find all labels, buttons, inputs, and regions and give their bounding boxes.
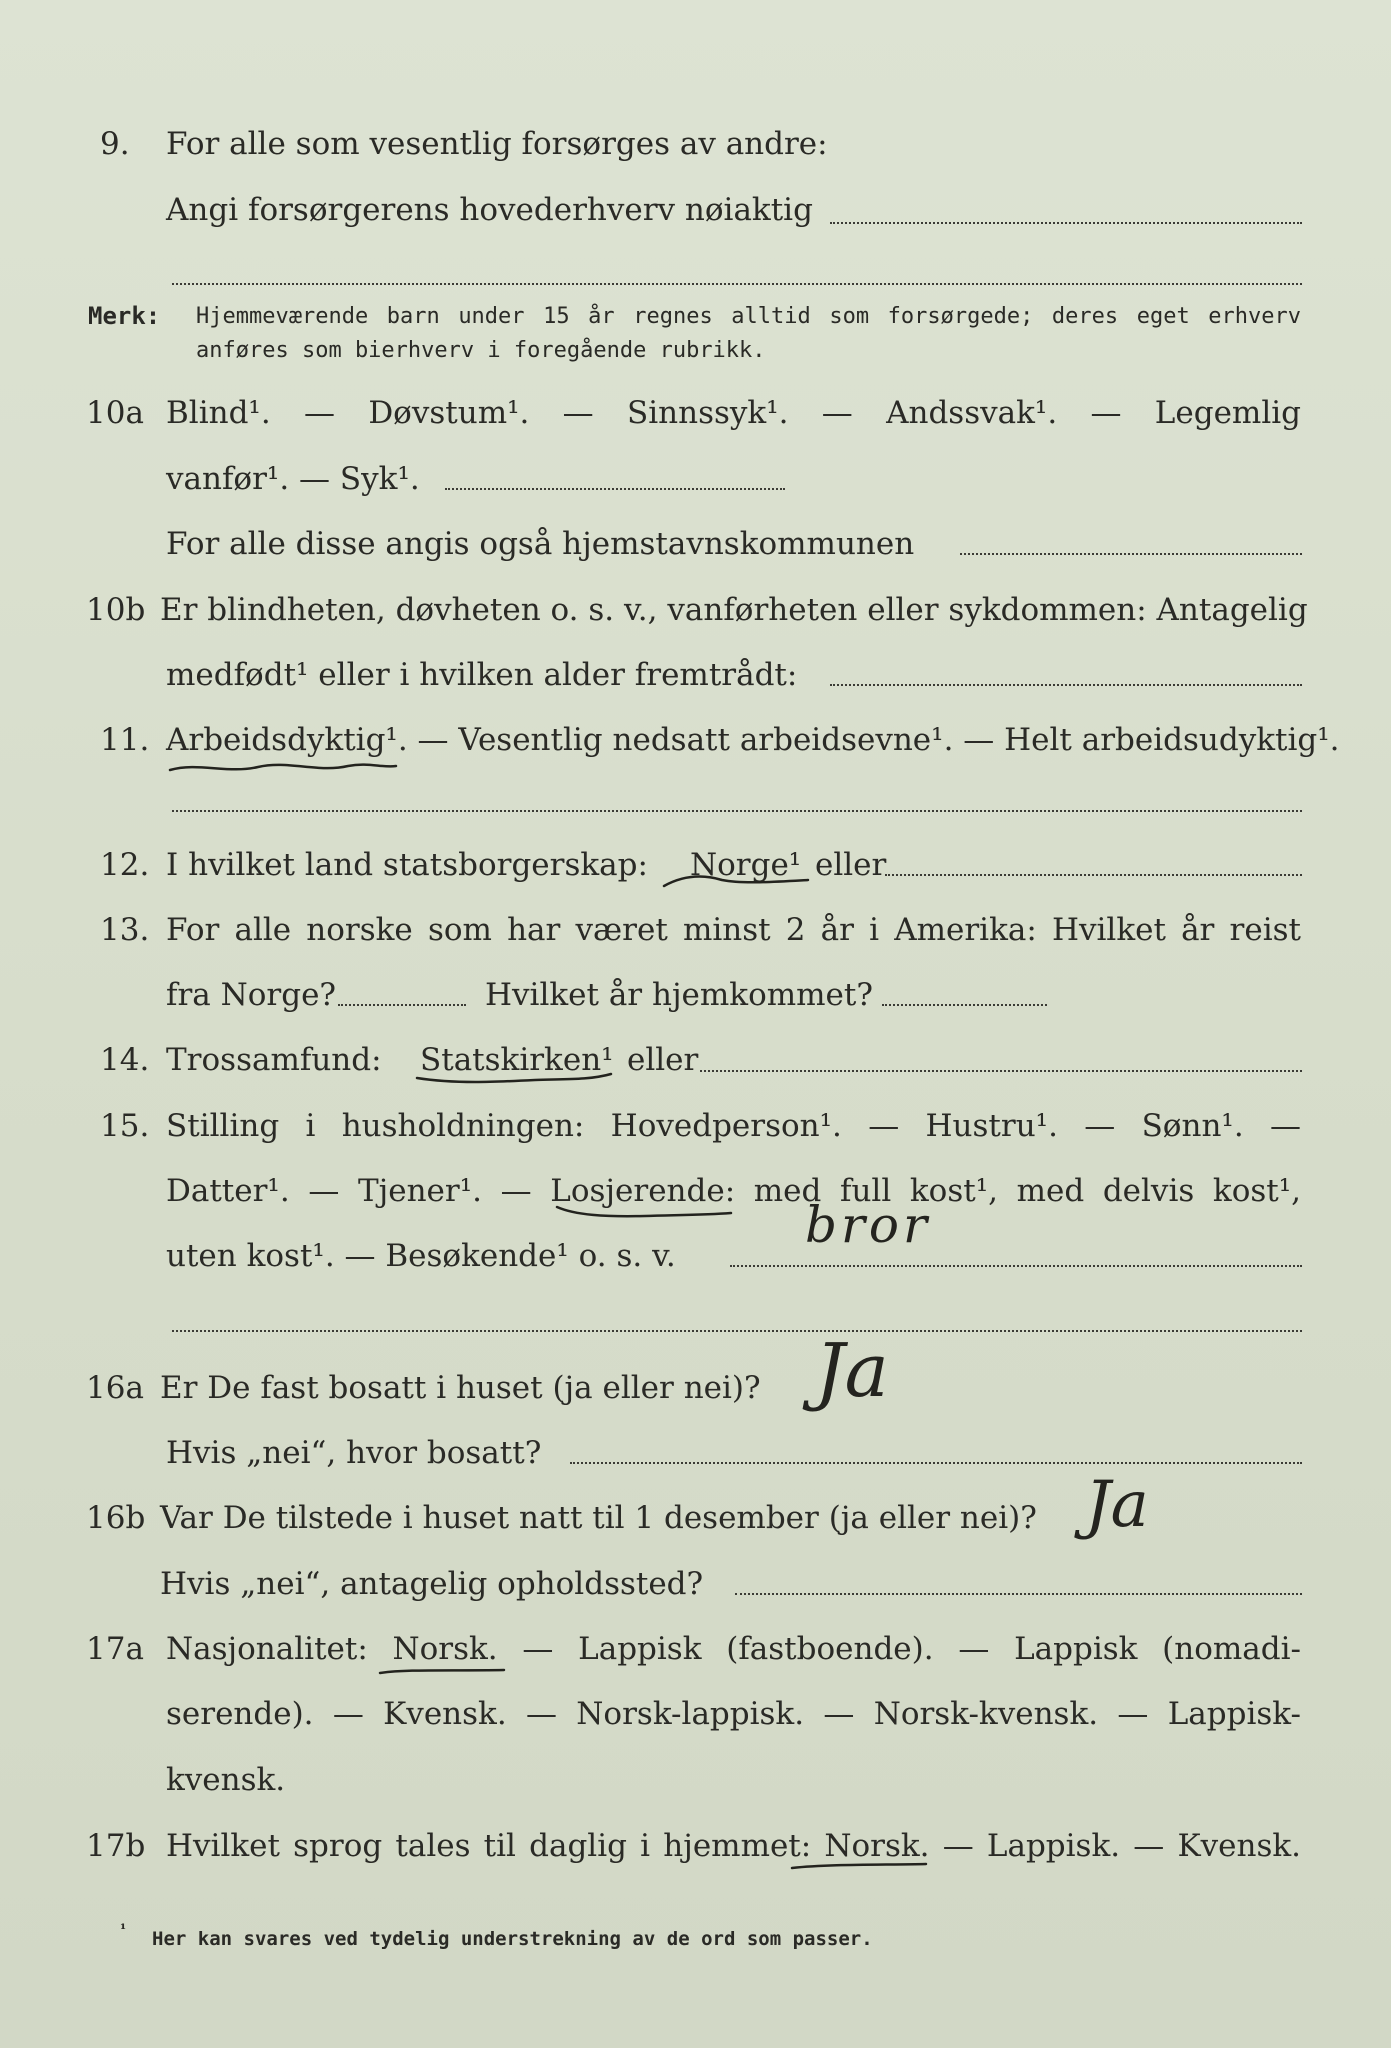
q14-option-statskirken: Statskirken¹: [420, 1042, 614, 1078]
q16b-handwritten-answer: Ja: [1085, 1468, 1149, 1542]
q10b-question-line1: Er blindheten, døvheten o. s. v., vanførheten eller sykdommen: Antagelig: [160, 592, 1308, 628]
q14-question-prefix: Trossamfund:: [166, 1042, 382, 1078]
q10a-hometown-field[interactable]: [960, 553, 1302, 555]
q14-answer-field[interactable]: [700, 1070, 1302, 1072]
q10a-question-line3: For alle disse angis også hjemstavnskommunen: [166, 526, 915, 562]
q10b-question-line2: medfødt¹ eller i hvilken alder fremtrådt:: [166, 657, 798, 693]
q16b-question-line1: Var De tilstede i huset natt til 1 desember (ja eller nei)?: [160, 1500, 1037, 1536]
q13-year-returned-field[interactable]: [882, 1004, 1047, 1006]
merk-label: Merk:: [88, 302, 161, 330]
q17a-question-line3: kvensk.: [166, 1762, 286, 1798]
q10a-question-line1: Blind¹. — Døvstum¹. — Sinnssyk¹. — Andssvak¹. — Legemlig: [166, 395, 1301, 431]
q17b-question-line1: Hvilket sprog tales til daglig i hjemmet: Norsk. — Lappisk. — Kvensk.: [166, 1828, 1301, 1864]
q16b-question-line2: Hvis „nei“, antagelig opholdssted?: [160, 1566, 704, 1602]
q9-question-line2: Angi forsørgerens hovederhverv nøiaktig: [166, 192, 813, 228]
q11-question-line1: Arbeidsdyktig¹. — Vesentlig nedsatt arbeidsevne¹. — Helt arbeidsudyktig¹.: [166, 722, 1340, 758]
q13-question-line1: For alle norske som har været minst 2 år i Amerika: Hvilket år reist: [166, 912, 1301, 948]
q10a-number: 10a: [86, 395, 144, 431]
q15-separator: [172, 1330, 1302, 1332]
q11-number: 11.: [100, 722, 150, 758]
q16a-question-line1: Er De fast bosatt i huset (ja eller nei)?: [160, 1370, 761, 1406]
q15-handwritten-answer: bror: [805, 1196, 931, 1254]
q11-answer-underline: [168, 758, 398, 778]
q17b-number: 17b: [86, 1828, 146, 1864]
merk-text-line1: Hjemmeværende barn under 15 år regnes alltid som forsørgede; deres eget erhverv: [196, 304, 1301, 329]
q16a-number: 16a: [86, 1370, 144, 1406]
q12-question-suffix: eller: [815, 847, 887, 883]
q12-option-norge: Norge¹: [690, 847, 802, 883]
q10a-question-line2: vanfør¹. — Syk¹.: [166, 461, 420, 497]
q12-answer-underline: [662, 870, 812, 892]
q13-question-part-b: Hvilket år hjemkommet?: [485, 977, 873, 1013]
q11-separator: [172, 810, 1302, 812]
q13-year-left-field[interactable]: [338, 1004, 466, 1006]
q16b-number: 16b: [86, 1500, 146, 1536]
q9-answer-field[interactable]: [830, 222, 1302, 224]
q17b-answer-underline: [790, 1860, 930, 1874]
q13-number: 13.: [100, 912, 150, 948]
q16b-whereabouts-field[interactable]: [735, 1593, 1302, 1595]
q9-number: 9.: [100, 126, 130, 162]
q15-number: 15.: [100, 1108, 150, 1144]
q17a-question-line2: serende). — Kvensk. — Norsk-lappisk. — Norsk-kvensk. — Lappisk-: [166, 1696, 1301, 1732]
q15-question-line2: Datter¹. — Tjener¹. — Losjerende: med full kost¹, med delvis kost¹,: [166, 1173, 1301, 1209]
merk-text-line2: anføres som bierhverv i foregående rubrikk.: [196, 338, 766, 363]
q15-answer-field[interactable]: [730, 1265, 1302, 1267]
q15-answer-underline: [555, 1203, 735, 1223]
q12-question-prefix: I hvilket land statsborgerskap:: [166, 847, 648, 883]
q17a-question-line1: Nasjonalitet: Norsk. — Lappisk (fastboende). — Lappisk (nomadi-: [166, 1631, 1301, 1667]
q10a-answer-field[interactable]: [445, 488, 785, 490]
q15-question-line1: Stilling i husholdningen: Hovedperson¹. — Hustru¹. — Sønn¹. —: [166, 1108, 1301, 1144]
q12-answer-field[interactable]: [885, 874, 1302, 876]
q13-question-part-a: fra Norge?: [166, 977, 337, 1013]
q10b-answer-field[interactable]: [830, 684, 1302, 686]
q17a-answer-underline: [378, 1665, 508, 1679]
q14-answer-underline: [415, 1068, 615, 1090]
q12-number: 12.: [100, 847, 150, 883]
q16a-question-line2: Hvis „nei“, hvor bosatt?: [166, 1435, 542, 1471]
q14-question-suffix: eller: [627, 1042, 699, 1078]
q16a-residence-field[interactable]: [570, 1462, 1302, 1464]
q15-question-line3: uten kost¹. — Besøkende¹ o. s. v.: [166, 1238, 676, 1274]
q10b-number: 10b: [86, 592, 146, 628]
q9-answer-field-line2[interactable]: [172, 283, 1302, 285]
q9-question-line1: For alle som vesentlig forsørges av andre:: [166, 126, 828, 162]
footnote-mark: ¹: [120, 1922, 127, 1938]
q17a-number: 17a: [86, 1631, 144, 1667]
q16a-handwritten-answer: Ja: [815, 1328, 889, 1414]
footnote-text: Her kan svares ved tydelig understrekning av de ord som passer.: [152, 1928, 873, 1950]
q14-number: 14.: [100, 1042, 150, 1078]
